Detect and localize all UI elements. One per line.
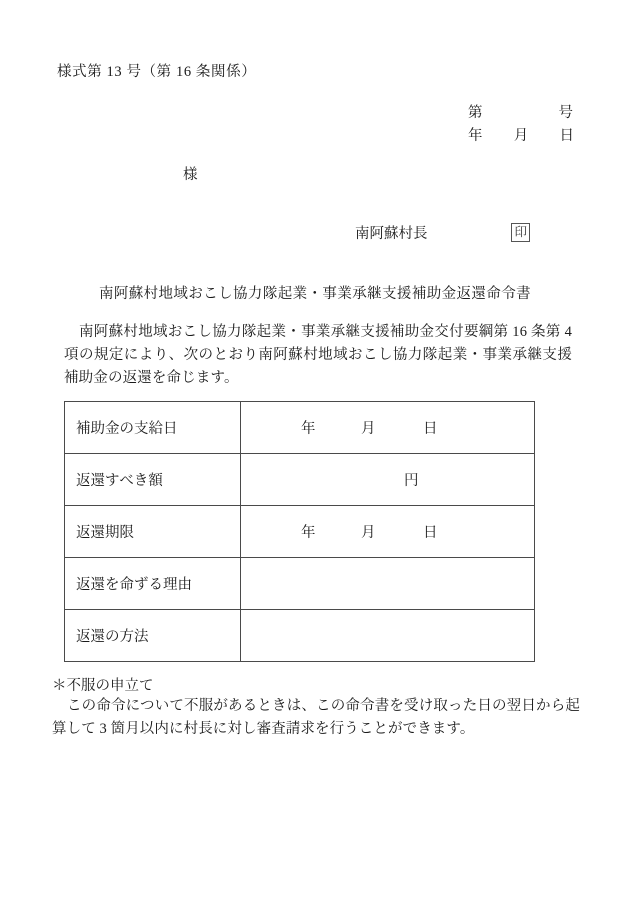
form-number: 様式第 13 号（第 16 条関係） xyxy=(57,64,257,80)
document-title: 南阿蘇村地域おこし協力隊起業・事業承継支援補助金返還命令書 xyxy=(98,286,532,302)
row-label-return-reason: 返還を命ずる理由 xyxy=(65,558,241,610)
table-row xyxy=(65,506,535,558)
table-body xyxy=(65,402,535,662)
issue-date-line xyxy=(468,124,574,145)
issue-date-month: 月 xyxy=(513,128,529,144)
ymd-day: 日 xyxy=(423,421,438,437)
document-number-line xyxy=(468,103,573,124)
currency-unit: 円 xyxy=(404,473,419,489)
seal-stamp-box: 印 xyxy=(511,223,530,243)
row-value-return-deadline[interactable] xyxy=(241,506,535,558)
document-number-label: 第 xyxy=(468,105,483,121)
ymd-month: 月 xyxy=(361,421,376,437)
row-value-return-amount[interactable] xyxy=(241,454,535,506)
row-label-return-method: 返還の方法 xyxy=(65,610,241,662)
footnote-heading: ＊不服の申立て xyxy=(52,678,154,694)
row-value-return-method[interactable] xyxy=(241,610,535,662)
issue-date-year: 年 xyxy=(468,128,483,144)
ymd-day: 日 xyxy=(423,525,438,541)
issuer-name: 南阿蘇村長 xyxy=(355,226,428,242)
row-label-return-deadline: 返還期限 xyxy=(65,506,241,558)
table-row xyxy=(65,558,535,610)
row-label-return-amount: 返還すべき額 xyxy=(65,454,241,506)
row-value-return-reason[interactable] xyxy=(241,558,535,610)
ymd-group xyxy=(241,417,534,438)
table-row xyxy=(65,610,535,662)
issuer-signature-row xyxy=(355,222,530,243)
issue-date-day: 日 xyxy=(559,128,574,144)
table-row xyxy=(65,402,535,454)
row-label-payment-date: 補助金の支給日 xyxy=(65,402,241,454)
footnote-text: この命令について不服があるときは、この命令書を受け取った日の翌日から起算して 3 箇月以内に村長に対し審査請求を行うことができます。 xyxy=(52,698,580,738)
document-number-unit: 号 xyxy=(558,105,573,121)
ymd-group xyxy=(241,521,534,542)
return-order-table xyxy=(64,401,535,662)
document-body-text: 南阿蘇村地域おこし協力隊起業・事業承継支援補助金交付要綱第 16 条第 4 項の規定により、次のとおり南阿蘇村地域おこし協力隊起業・事業承継支援補助金の返還を命じます。 xyxy=(64,324,572,387)
ymd-year: 年 xyxy=(301,421,316,437)
ymd-month: 月 xyxy=(361,525,376,541)
ymd-year: 年 xyxy=(301,525,316,541)
table-row xyxy=(65,454,535,506)
document-number-block xyxy=(468,103,573,124)
addressee-honorific: 様 xyxy=(183,167,198,183)
row-value-payment-date[interactable] xyxy=(241,402,535,454)
